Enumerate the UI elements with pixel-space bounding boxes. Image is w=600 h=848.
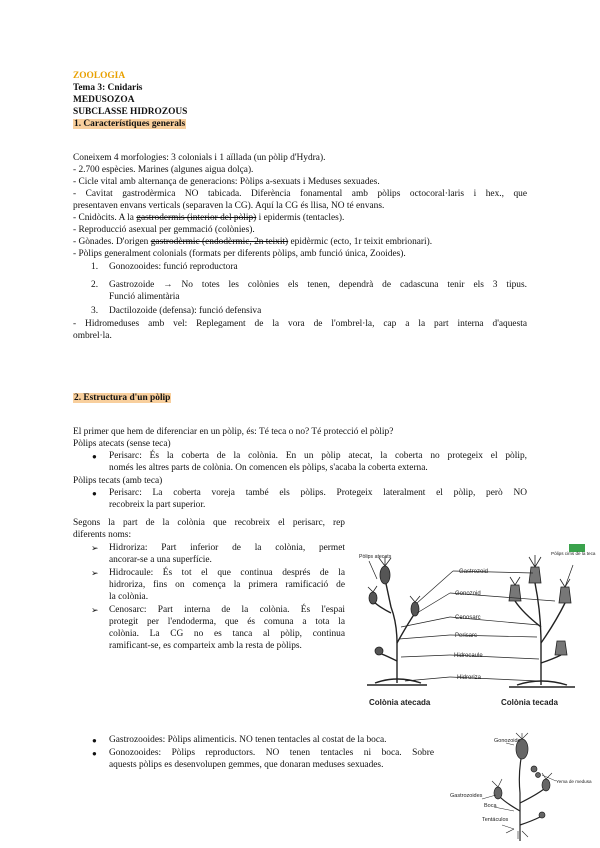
s1-bullet-3b: presentaven envans verticals (separaven la CG). Aquí la CG és llisa, NO té envans. xyxy=(73,201,385,211)
hidrocaule-c: la colònia. xyxy=(109,592,149,602)
label-gonozoid: Gonozoid xyxy=(455,591,481,597)
group-heading: MEDUSOZOA xyxy=(73,95,135,105)
s2-tecats-b: recobreix la part superior. xyxy=(109,500,206,510)
list-number-2: 2. xyxy=(91,280,99,290)
bullet-dot: ● xyxy=(92,749,97,758)
s2-atecats-b: només les altres parts de colònia. On comencen els pòlips, s'acaba la coberta externa. xyxy=(109,463,428,473)
cenosarc-d: ramificant-se, es comparteix amb la resta de pòlips. xyxy=(109,641,302,651)
s1-bullet-5: - Reproducció asexual per gemmació (colònies). xyxy=(73,225,255,235)
label-boca: Boca xyxy=(484,803,497,809)
gonozooid-polyps xyxy=(494,739,550,818)
label-cenosarc: Cenosarc xyxy=(455,615,481,621)
gonozooides-a: Gonozooides: Pòlips reproductors. NO tenen tentacles ni boca. Sobre xyxy=(109,748,434,758)
gonozooid-stem xyxy=(500,753,544,841)
label-gonozoide: Gonozoide xyxy=(494,738,521,744)
tema-heading: Tema 3: Cnidaris xyxy=(73,83,143,93)
s2-tecats-heading: Pòlips tecats (amb teca) xyxy=(73,476,163,486)
s1-bullet-2: - Cicle vital amb alternança de generacions: Pòlips a-sexuats i Meduses sexuades. xyxy=(73,177,380,187)
bullet-dot: ● xyxy=(92,736,97,745)
colony-diagram xyxy=(355,543,596,713)
s1-bullet-7: - Pòlips generalment colonials (formats per diferents pòlips, amb funció única, Zooides). xyxy=(73,249,406,259)
gonozooides-b: aquests pòlips es desenvolupen gemmes, que donaran meduses sexuades. xyxy=(109,760,384,770)
list-number-3: 3. xyxy=(91,306,99,316)
s1-bullet-4-struck: gastrodermis (interior del pòlip) xyxy=(136,213,257,223)
s2-atecats-a: Perisarc: És la coberta de la colònia. En un pòlip atecat, la coberta no protegeix el pòlip, xyxy=(109,451,527,461)
subject-heading: ZOOLOGIA xyxy=(73,71,126,81)
section-1-title-text: 1. Característiques generals xyxy=(74,119,186,129)
arrow-bullet: ➢ xyxy=(91,605,99,615)
hidrocaule-a: Hidrocaule: És tot el que continua després de la xyxy=(109,568,345,578)
gastrozooides-text: Gastrozooides: Pòlips alimenticis. NO tenen tentacles al costat de la boca. xyxy=(109,735,387,745)
label-polips-cims: Pòlips cims de la teca xyxy=(551,551,596,556)
label-yema: Yema de medusa xyxy=(556,779,592,784)
s2-tecats-a: Perisarc: La coberta voreja també els pòlips. Protegeix lateralment el pòlip, però NO xyxy=(109,488,527,498)
bullet-dot: ● xyxy=(92,452,97,461)
bullet-dot: ● xyxy=(92,489,97,498)
s1-bullet-6-pre: - Gònades. D'origen xyxy=(73,237,151,247)
list-number-1: 1. xyxy=(91,262,99,272)
list-item-2a: Gastrozoide → No totes les colònies els tenen, dependrà de cadascuna tenir els 3 tipus. xyxy=(109,280,527,290)
s1-bullet-1: - 2.700 espècies. Marines (algunes aigua dolça). xyxy=(73,165,254,175)
arrow-bullet: ➢ xyxy=(91,568,99,578)
s2-segons-b: diferents noms: xyxy=(73,530,132,540)
cenosarc-b: protegit per l'endoderma, que és comuna a tota la xyxy=(109,617,345,627)
section-2-title xyxy=(73,393,171,405)
arrow-bullet: ➢ xyxy=(91,543,99,553)
label-perisarc: Perisarc xyxy=(455,633,478,639)
s1-bullet-6 xyxy=(73,237,432,249)
s1-bullet-4-pre: - Cnidòcits. A la xyxy=(73,213,137,223)
label-gastrozoid: Gastrozoid xyxy=(459,569,489,575)
s2-segons-a: Segons la part de la colònia que recobreix el perisarc, rep xyxy=(73,518,345,528)
cenosarc-c: colònia. La CG no es tanca al pòlip, continua xyxy=(109,629,345,639)
section-1-title xyxy=(73,119,186,131)
hidroriza-b: ancorar-se a una superfície. xyxy=(109,555,212,565)
cenosarc-a: Cenosarc: Part interna de la colònia. És l'espai xyxy=(109,605,345,615)
label-polips-atecats: Pòlips atecats xyxy=(359,554,392,560)
hidrocaule-b: hidroriza, fins on comença la primera ramificació de xyxy=(109,580,345,590)
section-2-title-text: 2. Estructura d'un pòlip xyxy=(74,393,171,403)
label-hidroriza: Hidroriza xyxy=(457,675,482,681)
list-item-1: Gonozooides: funció reproductora xyxy=(109,262,238,272)
list-item-3: Dactilozoide (defensa): funció defensiva xyxy=(109,306,262,316)
label-tentaculos: Tentáculos xyxy=(482,817,509,823)
label-colonia-atecada: Colònia atecada xyxy=(369,698,431,707)
s1-bullet-4 xyxy=(73,213,344,225)
s1-bullet-6-struck: gastrodèrmic (endodèrmic, 2n teixit) xyxy=(150,237,289,247)
hidroriza-a: Hidroriza: Part inferior de la colònia, permet xyxy=(109,543,345,553)
list-item-2b: Funció alimentària xyxy=(109,292,180,302)
label-gastrozoides: Gastrozoides xyxy=(450,793,483,799)
s1-bullet-8b: ombrel·la. xyxy=(73,331,112,341)
s1-bullet-6-post: epidèrmic (ecto, 1r teixit embrionari). xyxy=(288,237,433,247)
s1-intro: Coneixem 4 morfologies: 3 colonials i 1 aïllada (un pòlip d'Hydra). xyxy=(73,153,326,163)
s1-bullet-8a: - Hidromeduses amb vel: Replegament de la vora de l'ombrel·la, cap a la part interna d'aquesta xyxy=(73,319,527,329)
gonozooid-diagram xyxy=(448,733,592,843)
subclass-heading: SUBCLASSE HIDROZOUS xyxy=(73,107,188,117)
s2-atecats-heading: Pòlips atecats (sense teca) xyxy=(73,439,171,449)
s1-bullet-4-post: i epidermis (tentacles). xyxy=(256,213,345,223)
label-hidrocaule: Hidrocaule xyxy=(454,653,483,659)
s1-bullet-3a: - Cavitat gastrodèrmica NO tabicada. Diferència fonamental amb pòlips octocoral·laris i hex., que xyxy=(73,189,527,199)
label-colonia-tecada: Colònia tecada xyxy=(501,698,558,707)
s2-question: El primer que hem de diferenciar en un pòlip, és: Té teca o no? Té protecció el pòlip? xyxy=(73,427,394,437)
